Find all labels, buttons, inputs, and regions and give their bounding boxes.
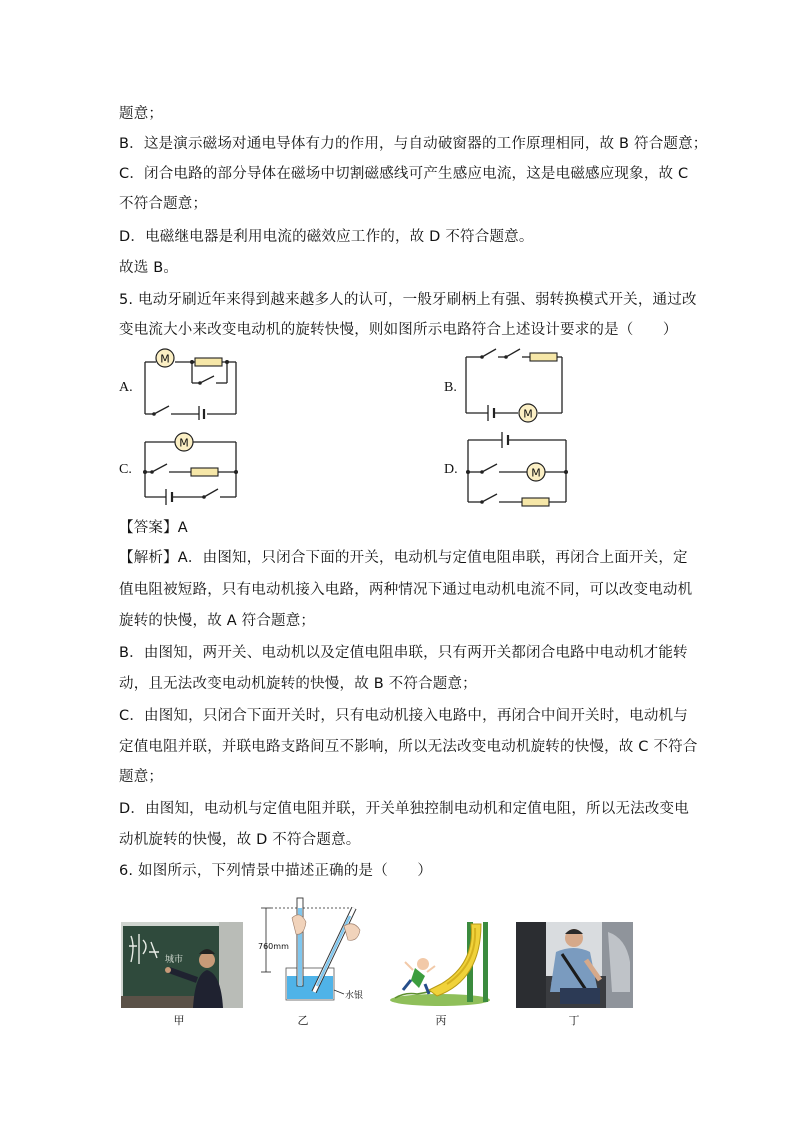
question-5-line: 5. 电动牙刷近年来得到越来越多人的认可，一般牙刷柄上有强、弱转换模式开关，通过改 [119, 292, 697, 308]
text-line: 题意； [119, 106, 164, 122]
option-d-label: D. [444, 462, 458, 477]
circuit-a [140, 345, 240, 420]
text-line: C．闭合电路的部分导体在磁场中切割磁感线可产生感应电流，这是电磁感应现象，故 C [119, 166, 689, 182]
resistor-symbol [522, 498, 549, 506]
option-c-label: C. [119, 462, 132, 477]
answer-line: 【答案】A [119, 520, 188, 536]
analysis-line: 题意； [119, 769, 164, 785]
question-6-line: 6. 如图所示，下列情景中描述正确的是（ ） [119, 863, 433, 879]
analysis-line: 动机旋转的快慢，故 D 不符合题意。 [119, 832, 361, 848]
mercury-label: 水银 [345, 991, 364, 1001]
figure-bing-caption: 丙 [435, 1014, 447, 1027]
text-line: 不符合题意； [119, 196, 208, 212]
resistor-symbol [530, 353, 557, 361]
text-line: D．电磁继电器是利用电流的磁效应工作的，故 D 不符合题意。 [119, 229, 534, 245]
resistor-symbol [191, 468, 218, 476]
option-a-label: A. [119, 380, 133, 395]
analysis-line: C．由图知，只闭合下面开关时，只有电动机接入电路中，再闭合中间开关时，电动机与 [119, 708, 688, 724]
figure-bing-image [385, 918, 495, 1006]
height-label-760mm: 760mm [258, 942, 289, 951]
motor-letter: M [179, 436, 189, 450]
analysis-line: 旋转的快慢，故 A 符合题意； [119, 613, 316, 629]
figure-jia-image [121, 922, 243, 1008]
figure-yi-image [252, 896, 382, 1008]
text-line: 故选 B。 [119, 260, 179, 276]
analysis-line: 【解析】A．由图知，只闭合下面的开关，电动机与定值电阻串联，再闭合上面开关，定 [119, 550, 688, 566]
circuit-c [140, 430, 245, 505]
figure-ding-image [516, 922, 633, 1008]
analysis-line: D．由图知，电动机与定值电阻并联，开关单独控制电动机和定值电阻，所以无法改变电 [119, 801, 689, 817]
motor-letter: M [160, 352, 170, 366]
motor-letter: M [523, 407, 533, 421]
option-b-label: B. [444, 380, 457, 395]
analysis-line: 定值电阻并联，并联电路支路间互不影响，所以无法改变电动机旋转的快慢，故 C 不符合 [119, 739, 698, 755]
analysis-line: 值电阻被短路，只有电动机接入电路，两种情况下通过电动机电流不同，可以改变电动机 [119, 582, 693, 598]
analysis-line: B．由图知，两开关、电动机以及定值电阻串联，只有两开关都闭合电路中电动机才能转 [119, 645, 688, 661]
figure-yi-caption: 乙 [297, 1014, 309, 1027]
figure-ding-caption: 丁 [568, 1014, 580, 1027]
resistor-symbol [195, 358, 222, 366]
motor-letter: M [531, 466, 541, 480]
question-5-line: 变电流大小来改变电动机的旋转快慢，则如图所示电路符合上述设计要求的是（ ） [119, 322, 678, 338]
analysis-line: 动，且无法改变电动机旋转的快慢，故 B 不符合题意； [119, 676, 477, 692]
circuit-d [462, 430, 572, 508]
circuit-b [460, 345, 570, 425]
blackboard-writing: 城市 [165, 955, 184, 965]
text-line: B．这是演示磁场对通电导体有力的作用，与自动破窗器的工作原理相同，故 B 符合题意； [119, 136, 708, 152]
figure-jia-caption: 甲 [173, 1014, 185, 1027]
